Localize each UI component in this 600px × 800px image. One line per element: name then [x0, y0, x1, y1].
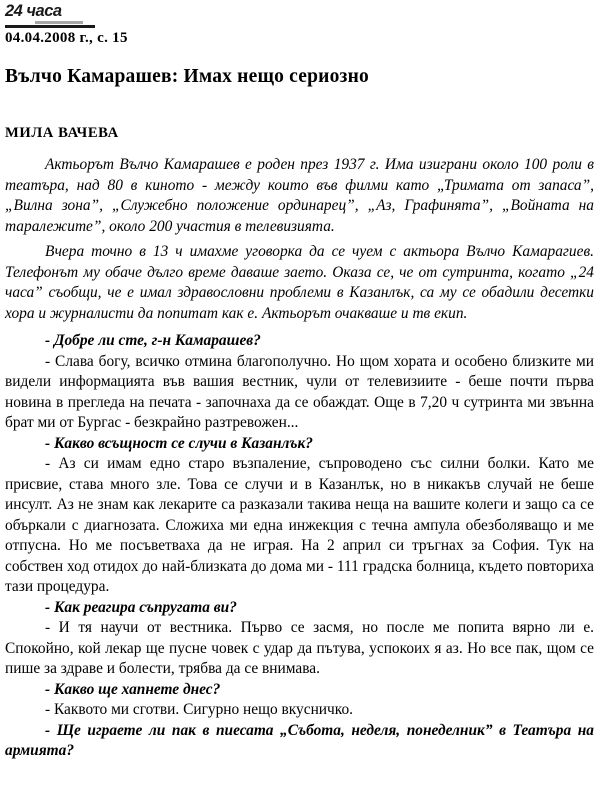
article-headline: Вълчо Камарашев: Имах нещо сериозно: [5, 66, 369, 87]
newspaper-logo: [5, 3, 95, 28]
intro-paragraph-2: Вчера точно в 13 ч имахме уговорка да се чуем с актьора Вълчо Камарагиев. Телефонът му обаче дълго време даваше заето. Оказа се, че от сутринта, когато „24 часа” съобщи, че е имал здравословни проблеми в Казанлък, са му се обадили десетки хора и журналисти да попитат как е. Актьорът очакваше и тв екип.: [5, 243, 594, 322]
interview-question-1: - Добре ли сте, г-н Камарашев?: [45, 332, 261, 349]
interview-answer-3: - И тя научи от вестника. Първо се засмя, но после ме попита вярно ли е. Спокойно, кой лекар ще пусне човек с удар да пътува, успокоих я аз. Но все пак, щом се пише за здраве и болести, трябва да се внимава.: [5, 619, 594, 677]
intro-paragraph-1: Актьорът Вълчо Камарашев е роден през 1937 г. Има изиграни около 100 роли в театъра, над 80 в киното - между които във филми като „Тримата от запаса”, „Вилна зона”, „Служебно положение ординарец”, „Аз, Графинята”, „Войната на таралежите”, около 200 участия в телевизията.: [5, 156, 594, 235]
interview-question-2: - Какво всъщност се случи в Казанлък?: [45, 434, 313, 452]
interview-answer-1: - Слава богу, всичко отмина благополучно. Но щом хората и особено близките ми видели информацията във вашия вестник, чули от телевизиите - беше почти първа новина в прегледа на печата - започнаха да се обаждат. Още в 7,20 ч сутринта ми звънна брат ми от Бургас - безкрайно разтревожен...: [5, 352, 594, 431]
interview-answer-4: - Каквото ми сготви. Сигурно нещо вкусничко.: [45, 701, 354, 718]
interview-question-5: - Ще играете ли пак в пиесата „Събота, неделя, понеделник” в Театъра на армията?: [5, 721, 594, 759]
logo-24chasa-text: 24 часа: [5, 2, 62, 20]
interview-question-4: - Какво ще хапнете днес?: [45, 680, 221, 698]
interview-answer-2: - Аз си имам едно старо възпаление, съпроводено със силни болки. Като ме присвие, става много зле. Това се случи и в Казанлък, но в никакъв случай не беше инсулт. Аз не знам как лекарите са разказали такива неща на вашите колеги и защо са се объркали с диагнозата. Сложиха ми една инжекция с течна ампула обезболяващо и ме отпусна. Но ме посъветваха да не играя. На 2 април си тръгнах за София. Тук на собствен ход отидох до най-близката до дома ми - 111 градска болница, където повториха тази процедура.: [5, 455, 594, 595]
logo-tagline-bar: [35, 21, 83, 24]
interview-question-3: - Как реагира съпругата ви?: [45, 598, 237, 616]
masthead: [5, 3, 594, 47]
dateline: 04.04.2008 г., с. 15: [5, 30, 128, 46]
interview-qa-block: [5, 331, 594, 762]
article-body: [5, 155, 594, 762]
article-byline: МИЛА ВАЧЕВА: [5, 125, 119, 141]
